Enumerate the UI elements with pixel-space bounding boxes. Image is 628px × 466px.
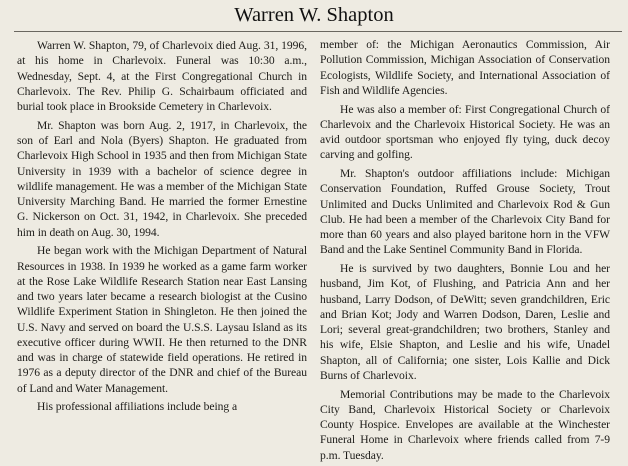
- paragraph-affiliations-continued: member of: the Michigan Aeronautics Commission, Air Pollution Commission, Michigan Association of Conservation Ecologists, Wildlife Society, and International Association of Fish and Wildlife Agencies.: [320, 38, 610, 97]
- paragraph-biography: Mr. Shapton was born Aug. 2, 1917, in Charlevoix, the son of Earl and Nola (Byers) Shapton. He graduated from Charlevoix High School in 1935 and then from Michigan State University in 1939 with a bachelor of science degree in wildlife management. He was a member of the Michigan State University Marching Band. He married the former Ernestine G. Nickerson on Oct. 31, 1942, in Charlevoix. She preceded him in death on Aug. 30, 1994.: [17, 118, 307, 239]
- paragraph-outdoor-affiliations: Mr. Shapton's outdoor affiliations include: Michigan Conservation Foundation, Ruffed Grouse Society, Trout Unlimited and Ducks Unlimited and Charlevoix Rod & Gun Club. He had been a member of the Charlevoix City Band for more than 60 years and also played baritone horn in the VFW Band and the Lake Sentinel Community Band in Florida.: [320, 167, 610, 257]
- title-divider: [14, 31, 622, 32]
- paragraph-death-notice: Warren W. Shapton, 79, of Charlevoix died Aug. 31, 1996, at his home in Charlevoix. Funeral was 10:30 a.m., Wednesday, Sept. 4, at the First Congregational Church in Charlevoix. The Rev. Philip G. Schairbaum officiated and burial took place in Brookside Cemetery in Charlevoix.: [17, 39, 307, 113]
- paragraph-survivors: He is survived by two daughters, Bonnie Lou and her husband, Jim Kot, of Flushing, and Patricia Ann and her husband, Larry Dodson, of DeWitt; seven grandchildren, Eric and Brian Kot; Jody and Warren Dodson, Daren, Leslie and Lori; several great-grandchildren; two brothers, Stanley and his wife, Elsie Shapton, and Leslie and his wife, Unadel Shapton, all of California; one sister, Lois Kallie and Dick Burns of Charlevoix.: [320, 262, 610, 382]
- obituary-title: Warren W. Shapton: [234, 4, 394, 26]
- paragraph-career: He began work with the Michigan Department of Natural Resources in 1938. In 1939 he worked as a game farm worker at the Rose Lake Wildlife Research Station near East Lansing and two years later became a research biologist at the Cusino Wildlife Experiment Station in Shingleton. He then joined the U.S. Navy and served on board the U.S.S. Laysau Island as its executive officer during WWII. He then returned to the DNR and was in charge of statewide field operations. He retired in 1976 as a deputy director of the DNR and chief of the Bureau of Land and Water Management.: [17, 244, 307, 395]
- paragraph-memorials: Memorial Contributions may be made to the Charlevoix City Band, Charlevoix Historical Society or Charlevoix County Hospice. Envelopes are available at the Winchester Funeral Home in Charlevoix where friends called from 7-9 p.m. Tuesday.: [320, 387, 610, 462]
- paragraph-memberships: He was also a member of: First Congregational Church of Charlevoix and the Charlevoix Historical Society. He was an avid outdoor sportsman who enjoyed fly tying, duck decoy carving and golfing.: [320, 102, 610, 162]
- paragraph-affiliations-start: His professional affiliations include being a: [37, 400, 238, 414]
- right-column: [320, 37, 610, 466]
- left-column: [17, 38, 307, 418]
